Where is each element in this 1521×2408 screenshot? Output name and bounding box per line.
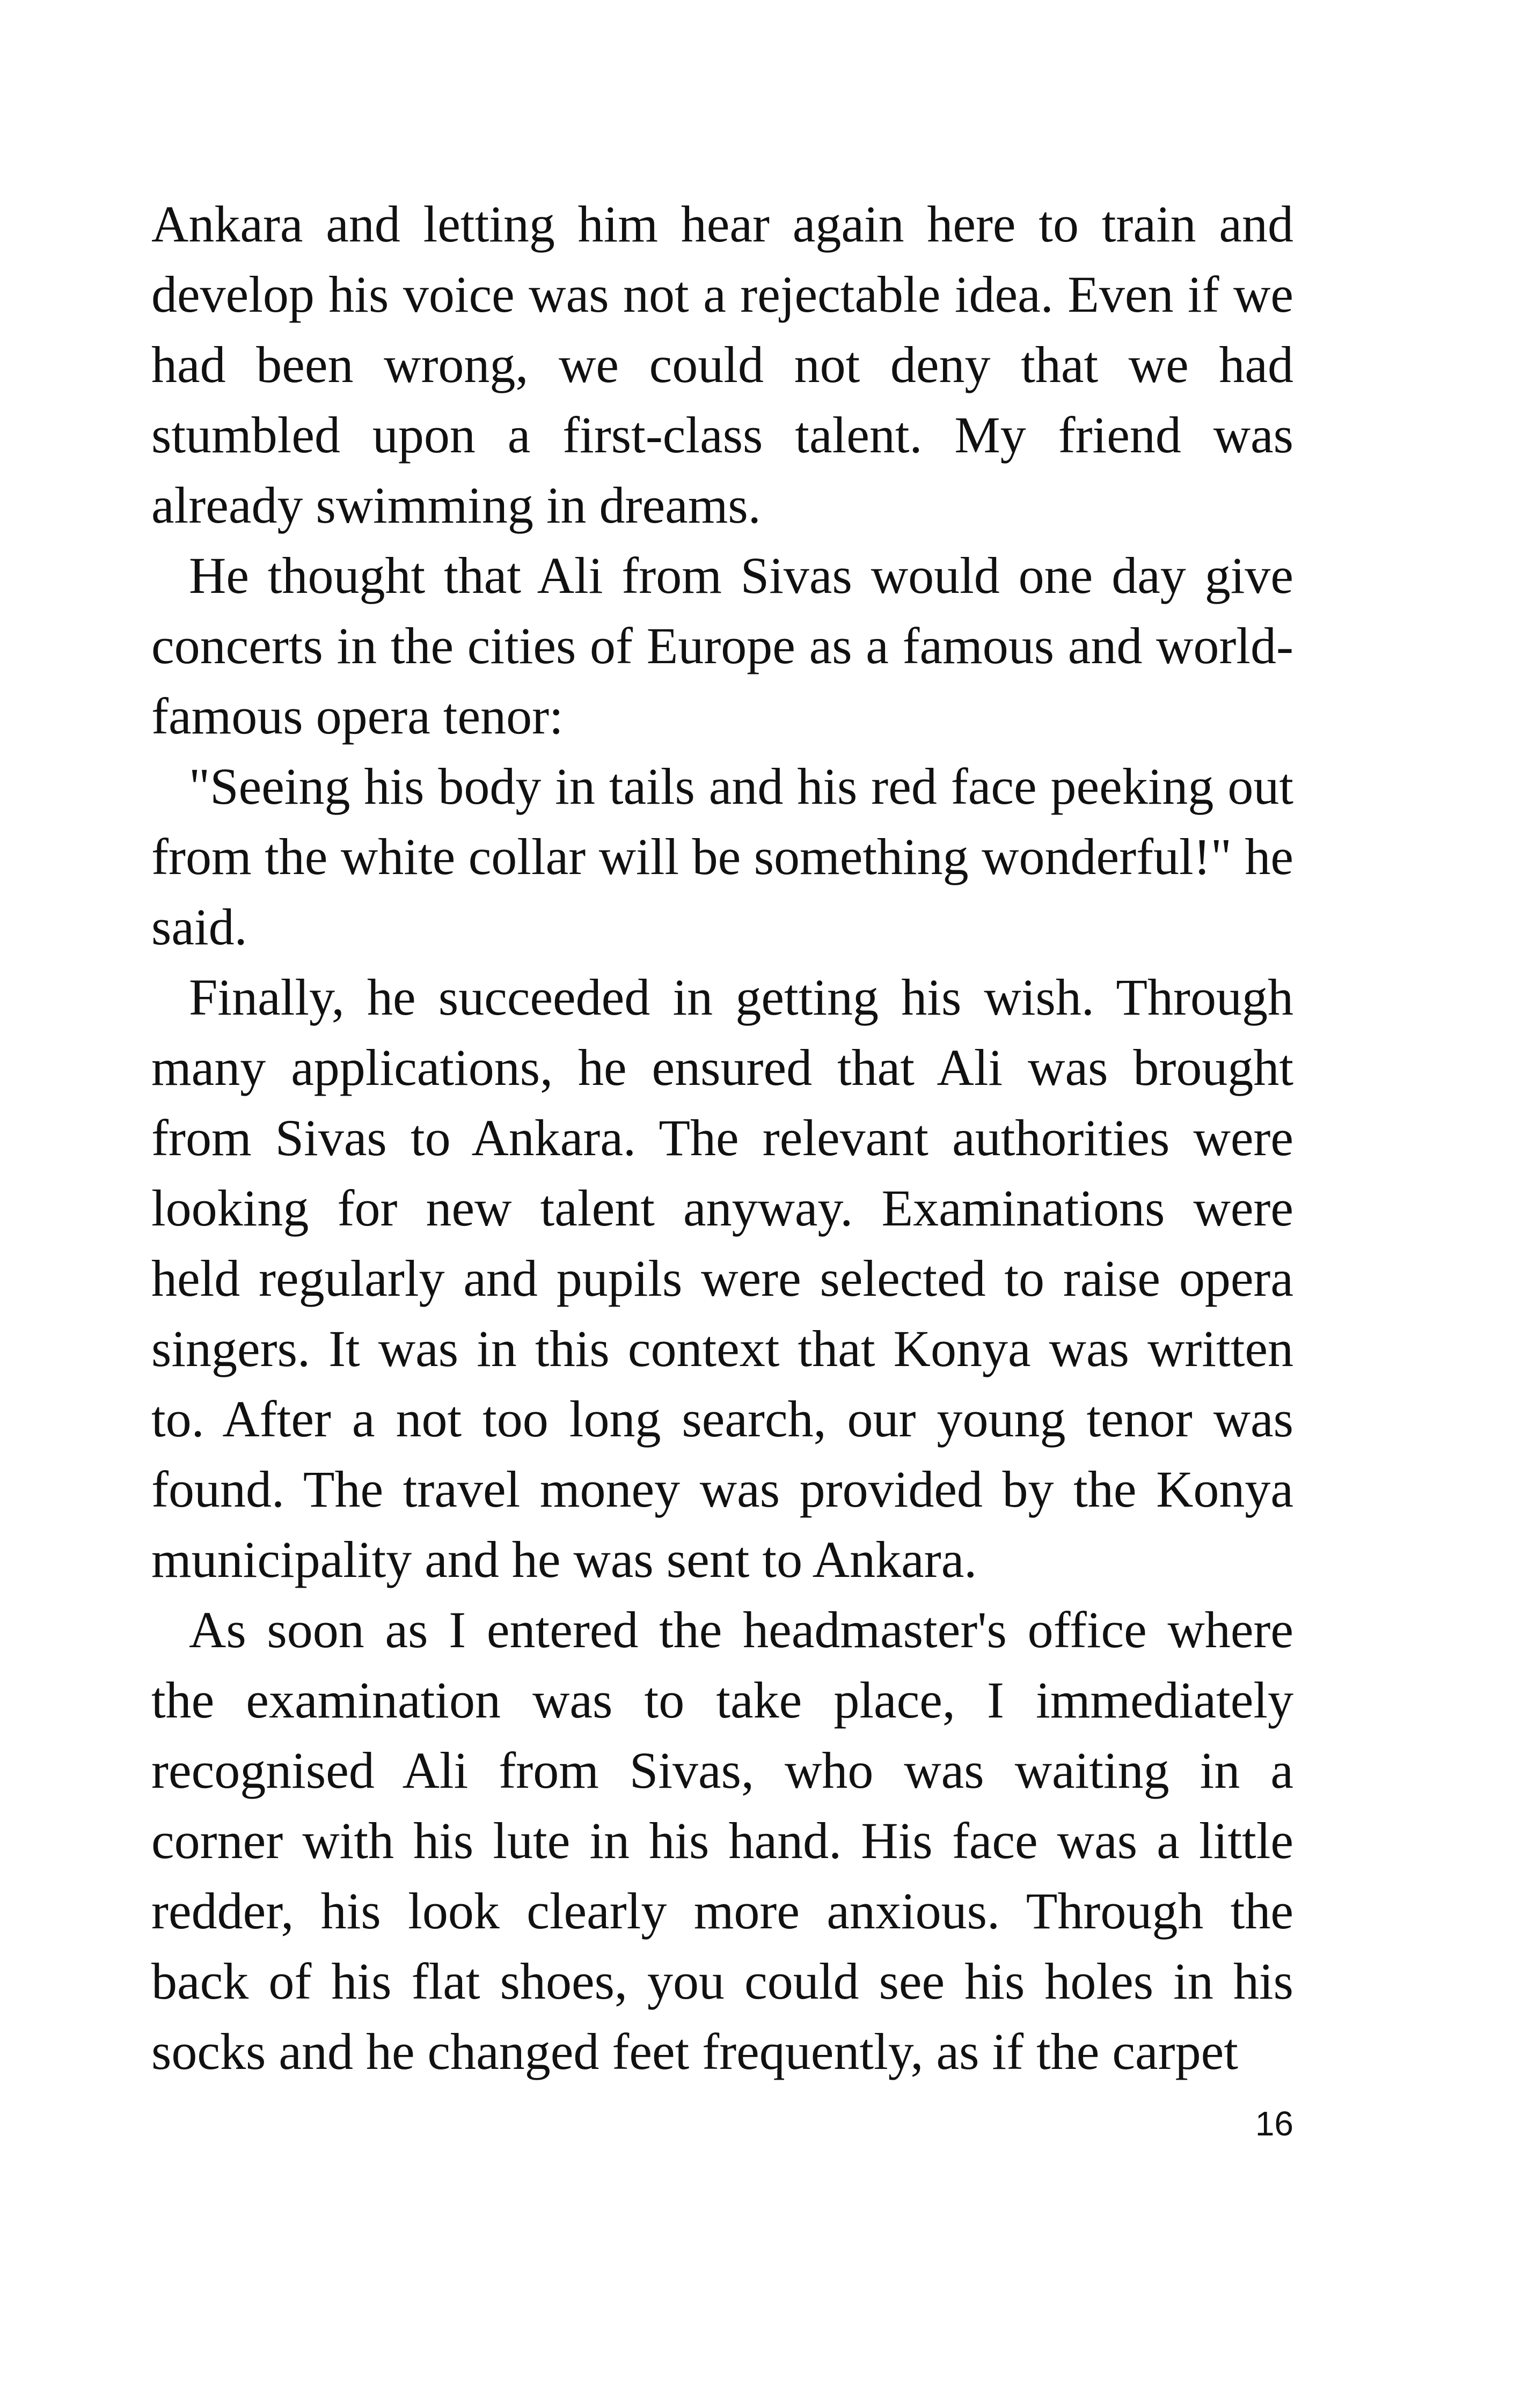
paragraph: As soon as I entered the headmaster's office where the examination was to take place, I immediately recognised Ali from Sivas, who was waiting in a corner with his lute in his hand. His face was a little redder, his look clearly more anxious. Through the back of his flat shoes, you could see his holes in his socks and he changed feet frequently, as if the carpet [151,1601,1293,2080]
paragraph-continuation: Ankara and letting him hear again here to train and develop his voice was not a rejectable idea. Even if we had been wrong, we could not deny that we had stumbled upon a first-class talent. My friend was already swimming in dreams. [151,195,1293,534]
body-text [151,189,1293,2087]
paragraph: Finally, he succeeded in getting his wish. Through many applications, he ensured that Ali was brought from Sivas to Ankara. The relevant authorities were looking for new talent anyway. Examinations were held regularly and pupils were selected to raise opera singers. It was in this context that Konya was written to. After a not too long search, our young tenor was found. The travel money was provided by the Konya municipality and he was sent to Ankara. [151,968,1293,1588]
page-number: 16 [1255,2104,1293,2143]
paragraph: He thought that Ali from Sivas would one day give concerts in the cities of Europe as a famous and world-famous opera tenor: [151,547,1293,745]
paragraph: "Seeing his body in tails and his red face peeking out from the white collar will be something wonderful!" he said. [151,758,1293,956]
